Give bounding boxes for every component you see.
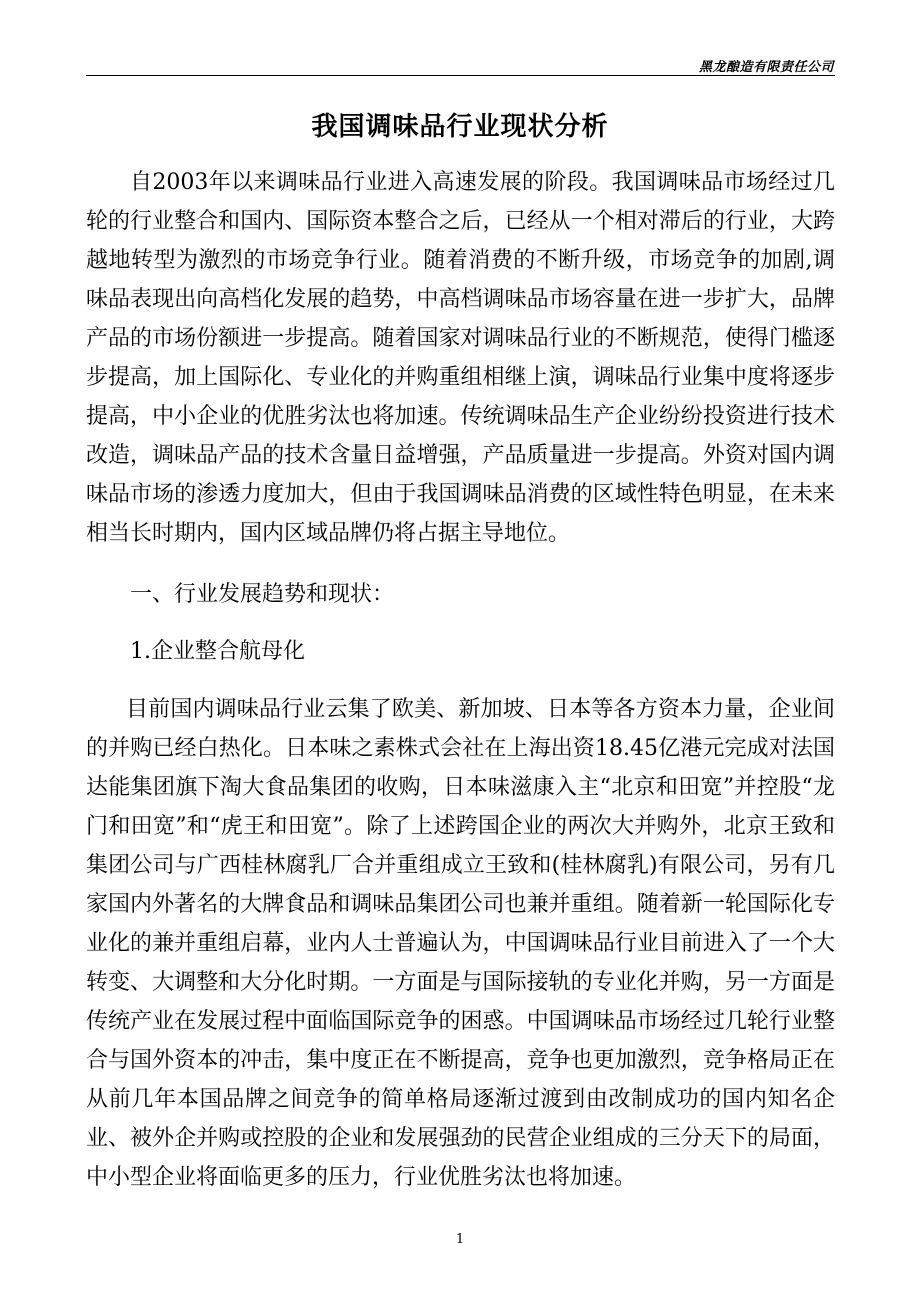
- page-number: 1: [455, 1232, 465, 1247]
- header-company-name: 黑龙酿造有限责任公司: [698, 60, 834, 75]
- header-divider: [86, 75, 835, 76]
- section-heading: 一、行业发展趋势和现状：: [130, 582, 395, 607]
- body-paragraph: 目前国内调味品行业云集了欧美、新加坡、日本等各方资本力量，企业间的并购已经白热化。日本味之素株式会社在上海出资18.45亿港元完成对法国达能集团旗下淘大食品集团的收购，日本味滋康入主“北京和田宽”并控股“龙门和田宽”和“虎王和田宽”。除了上述跨国企业的两次大并购外，北京王致和集团公司与广西桂林腐乳厂合并重组成立王致和(桂林腐乳)有限公司，另有几家国内外著名的大牌食品和调味品集团公司也兼并重组。随着新一轮国际化专业化的兼并重组启幕，业内人士普遍认为，中国调味品行业目前进入了一个大转变、大调整和大分化时期。一方面是与国际接轨的专业化并购，另一方面是传统产业在发展过程中面临国际竞争的困惑。中国调味品市场经过几轮行业整合与国外资本的冲击，集中度正在不断提高，竞争也更加激烈，竞争格局正在从前几年本国品牌之间竞争的简单格局逐渐过渡到由改制成功的国内知名企业、被外企并购或控股的企业和发展强劲的民营企业组成的三分天下的局面，中小型企业将面临更多的压力，行业优胜劣汰也将加速。: [86, 697, 835, 1190]
- intro-paragraph: 自2003年以来调味品行业进入高速发展的阶段。我国调味品市场经过几轮的行业整合和国内、国际资本整合之后，已经从一个相对滞后的行业，大跨越地转型为激烈的市场竞争行业。随着消费的不断升级，市场竞争的加剧,调味品表现出向高档化发展的趋势，中高档调味品市场容量在进一步扩大，品牌产品的市场份额进一步提高。随着国家对调味品行业的不断规范，使得门槛逐步提高，加上国际化、专业化的并购重组相继上演，调味品行业集中度将逐步提高，中小企业的优胜劣汰也将加速。传统调味品生产企业纷纷投资进行技术改造，调味品产品的技术含量日益增强，产品质量进一步提高。外资对国内调味品市场的渗透力度加大，但由于我国调味品消费的区域性特色明显，在未来相当长时期内，国内区域品牌仍将占据主导地位。: [86, 170, 835, 546]
- sub-heading: 1.企业整合航母化: [130, 639, 305, 664]
- document-title: 我国调味品行业现状分析: [311, 112, 609, 142]
